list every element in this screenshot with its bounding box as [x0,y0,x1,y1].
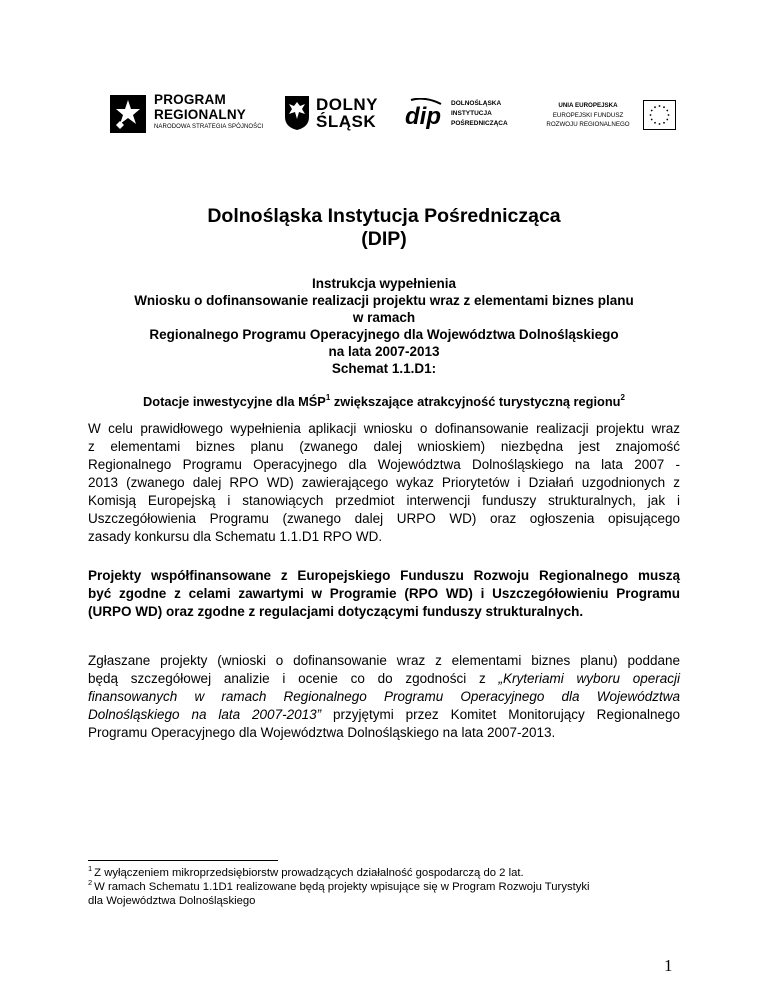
logo-bar [0,0,768,150]
paragraph-line: Zgłaszane projekty (wnioski o dofinansowanie wraz z elementami biznes planu) poddane [88,653,680,668]
dip-mark-icon [403,98,445,132]
paragraph-line [88,670,680,688]
subtitle-line: Instrukcja wypełnienia [311,276,457,291]
eagle-crest-icon [284,95,310,131]
logo-text: ŚLĄSK [316,112,377,131]
logo-text: PROGRAM [154,92,226,107]
logo-text: POŚREDNICZĄCA [451,120,508,127]
page-number: 1 [664,956,673,975]
dip-logo [403,98,528,134]
subtitle-line: w ramach [352,310,416,325]
document-title: Dolnośląska Instytucja Pośrednicząca [207,205,561,227]
paragraph-line: Projekty współfinansowane z Europejskiego Funduszu Rozwoju Regionalnego muszą [88,568,680,583]
logo-text: ROZWOJU REGIONALNEGO [546,121,630,128]
paragraph-line [88,706,680,724]
paragraph-line: Uszczegółowienia Programu (zwanego dalej URPO WD) oraz ogłoszenia opisującego [88,511,680,526]
svg-text:dip: dip [405,103,441,130]
paragraph-line: z elementami biznes planu (zwanego dalej wnioskiem) niezbędna jest znajomość [88,439,680,454]
paragraph-line: finansowanych w ramach Regionalnego Programu Operacyjnego dla Województwa [88,689,680,704]
paragraph-line: Programu Operacyjnego dla Województwa Dolnośląskiego na lata 2007-2013. [88,725,556,740]
logo-text: UNIA EUROPEJSKA [558,102,618,109]
footnote-separator [88,860,278,861]
logo-text: DOLNOŚLĄSKA [451,100,502,107]
footnote-ref[interactable]: 2 [620,393,625,402]
logo-text: DOLNY [316,95,378,114]
criteria-title: „Kryteriami wyboru operacji [498,671,680,686]
star-logo-icon [110,95,146,133]
paragraph-line: 2013 (zwanego dalej RPO WD) zawierającego wykaz Priorytetów i Działań uzgodnionych z [88,475,680,490]
footnote-ref[interactable]: 1 [325,393,331,402]
footnote-text: W ramach Schematu 1.1D1 realizowane będą projekty wpisujące się w Program Rozwoju Turystyki [94,881,590,893]
eu-logo [536,100,674,134]
criteria-title: Dolnośląskiego na lata 2007-2013” [88,707,322,722]
paragraph-line: W celu prawidłowego wypełnienia aplikacji wniosku o dofinansowanie realizacji projektu wraz [88,421,680,436]
footnote-text: Z wyłączeniem mikroprzedsiębiorstw prowadzących działalność gospodarczą do 2 lat. [94,867,524,879]
subtitle-line: na lata 2007-2013 [328,344,440,359]
footnote-number: 2 [88,878,93,887]
footnote-2 [88,878,688,894]
footnote-1 [88,864,688,880]
logo-text: EUROPEJSKI FUNDUSZ [552,112,624,119]
paragraph-line: Regionalnego Programu Operacyjnego dla Województwa Dolnośląskiego na lata 2007 - [88,457,680,472]
dolny-slask-logo [284,95,384,139]
paragraph-line: (URPO WD) oraz zgodne z regulacjami dotyczącymi funduszy strukturalnych. [88,604,584,619]
scheme-text: Dotacje inwestycyjne dla MŚP [143,394,326,409]
scheme-heading [0,394,768,409]
paragraph-line: zasady konkursu dla Schematu 1.1.D1 RPO WD. [88,529,383,544]
subtitle-line: Schemat 1.1.D1: [331,361,437,376]
evaluation-paragraph [88,652,680,742]
paragraph-text: będą szczegółowej analizie i ocenie co do zgodności z [88,671,499,686]
subtitle-line: Wniosku o dofinansowanie realizacji projektu wraz z elementami biznes planu [134,293,634,308]
paragraph-line: być zgodne z celami zawartymi w Programie (RPO WD) i Uszczegółowieniu Programu [88,586,680,601]
document-title-abbrev: (DIP) [361,228,407,250]
eu-flag-icon [643,100,676,130]
intro-paragraph [88,420,680,546]
logo-text: INSTYTUCJA [451,110,492,117]
scheme-text: zwiększające atrakcyjność turystyczną regionu [330,394,621,409]
eu-compliance-paragraph [88,567,680,621]
footnote-2-continued: dla Województwa Dolnośląskiego [88,895,256,907]
paragraph-line: Komisją Europejską i stanowiących przedmiot interwencji funduszy strukturalnych, jak i [88,493,680,508]
footnote-number: 1 [88,864,93,873]
subtitle-line: Regionalnego Programu Operacyjnego dla Województwa Dolnośląskiego [149,327,619,342]
logo-text: REGIONALNY [154,107,247,122]
paragraph-text: przyjętymi przez Komitet Monitorujący Regionalnego [321,707,681,722]
logo-subtext: NARODOWA STRATEGIA SPÓJNOŚCI [154,124,264,130]
program-regionalny-logo [110,92,270,138]
